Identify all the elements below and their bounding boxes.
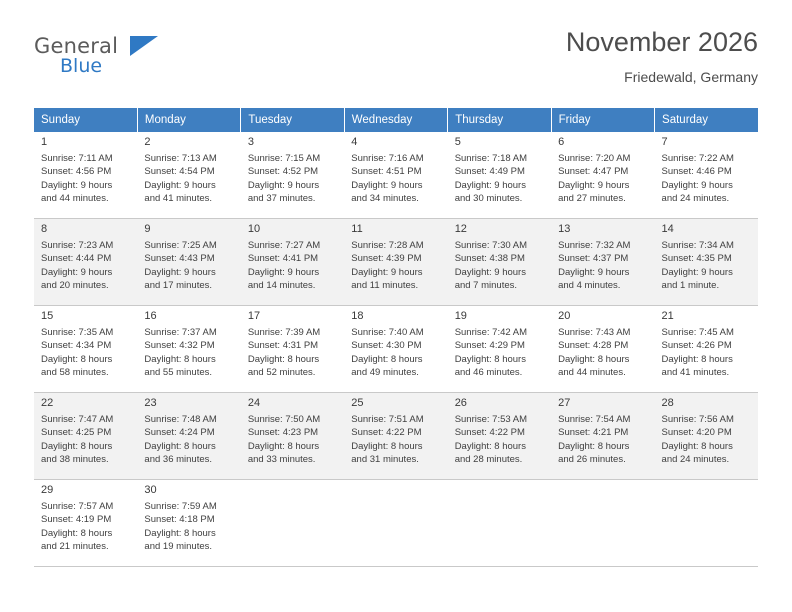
- day-detail-line: Daylight: 8 hours: [41, 527, 113, 539]
- day-detail-line: Daylight: 8 hours: [454, 440, 526, 452]
- day-detail-line: Sunset: 4:26 PM: [661, 340, 732, 352]
- day-detail-line: Daylight: 9 hours: [351, 266, 423, 278]
- day-detail-line: Daylight: 9 hours: [558, 266, 630, 278]
- calendar-week-row: [34, 393, 758, 480]
- calendar-day-cell[interactable]: [655, 132, 758, 219]
- calendar-cell-empty: [551, 480, 654, 567]
- day-detail-line: and 37 minutes.: [247, 192, 316, 204]
- day-number: 22: [41, 397, 54, 409]
- day-detail-line: Daylight: 9 hours: [144, 266, 216, 278]
- day-detail-line: Daylight: 8 hours: [144, 527, 216, 539]
- day-detail-line: and 11 minutes.: [351, 279, 419, 291]
- day-detail-line: Daylight: 8 hours: [144, 353, 216, 365]
- day-detail-line: Daylight: 9 hours: [41, 266, 113, 278]
- day-detail-line: Sunset: 4:30 PM: [351, 340, 422, 352]
- day-number: 18: [351, 310, 364, 322]
- day-number: 6: [558, 136, 565, 148]
- calendar-day-cell[interactable]: [551, 132, 654, 219]
- day-detail-line: Sunset: 4:46 PM: [661, 166, 732, 178]
- weekday-header-sunday: Sunday: [34, 108, 137, 132]
- day-detail-line: and 28 minutes.: [454, 453, 523, 465]
- title-block: [566, 28, 758, 85]
- calendar-day-cell[interactable]: [34, 306, 137, 393]
- day-number: 15: [41, 310, 54, 322]
- day-detail-line: Sunset: 4:51 PM: [351, 166, 422, 178]
- day-number: 1: [41, 136, 48, 148]
- weekday-header-friday: Friday: [551, 108, 654, 132]
- day-detail-line: Sunset: 4:25 PM: [41, 427, 112, 439]
- day-detail-line: Daylight: 9 hours: [247, 266, 320, 278]
- day-detail-line: Sunset: 4:18 PM: [144, 514, 215, 526]
- day-number: 4: [351, 136, 358, 148]
- calendar-day-cell[interactable]: [137, 393, 240, 480]
- day-detail-line: and 41 minutes.: [661, 366, 730, 378]
- brand-name-top: General: [34, 34, 119, 58]
- day-number: 17: [247, 310, 261, 322]
- day-detail-line: Daylight: 8 hours: [247, 353, 320, 365]
- day-number: 2: [144, 136, 151, 148]
- day-detail-line: Daylight: 8 hours: [661, 440, 733, 452]
- day-detail-line: Sunset: 4:52 PM: [247, 166, 319, 178]
- day-detail-line: Daylight: 8 hours: [661, 353, 733, 365]
- day-detail-line: Sunset: 4:23 PM: [247, 427, 319, 439]
- day-detail-line: Sunset: 4:28 PM: [558, 340, 629, 352]
- calendar-day-cell[interactable]: [241, 393, 344, 480]
- day-detail-line: Sunrise: 7:53 AM: [454, 414, 528, 426]
- calendar-day-cell[interactable]: [34, 132, 137, 219]
- day-number: 21: [661, 310, 674, 322]
- weekday-header-monday: Monday: [137, 108, 240, 132]
- calendar-cell-empty: [655, 480, 758, 567]
- day-detail-line: and 19 minutes.: [144, 540, 213, 552]
- day-detail-line: Sunrise: 7:22 AM: [661, 153, 734, 165]
- weekday-header-tuesday: Tuesday: [241, 108, 344, 132]
- calendar-table: [34, 108, 758, 567]
- day-detail-line: Sunset: 4:41 PM: [247, 253, 319, 265]
- day-number: 11: [351, 223, 363, 235]
- day-detail-line: and 36 minutes.: [144, 453, 213, 465]
- day-detail-line: and 24 minutes.: [661, 453, 730, 465]
- day-detail-line: Daylight: 8 hours: [351, 440, 423, 452]
- day-number: 29: [41, 484, 54, 496]
- calendar-day-cell[interactable]: [448, 219, 551, 306]
- day-detail-line: Sunset: 4:29 PM: [454, 340, 525, 352]
- day-detail-line: and 52 minutes.: [247, 366, 316, 378]
- day-detail-line: and 49 minutes.: [351, 366, 419, 378]
- day-detail-line: Sunrise: 7:56 AM: [661, 414, 734, 426]
- calendar-day-cell[interactable]: [448, 393, 551, 480]
- day-number: 16: [144, 310, 157, 322]
- calendar-day-cell[interactable]: [137, 219, 240, 306]
- day-detail-line: Sunset: 4:21 PM: [558, 427, 629, 439]
- day-detail-line: Daylight: 8 hours: [144, 440, 216, 452]
- calendar-day-cell[interactable]: [344, 219, 447, 306]
- calendar-day-cell[interactable]: [34, 480, 137, 567]
- day-detail-line: Daylight: 8 hours: [247, 440, 320, 452]
- day-number: 19: [454, 310, 467, 322]
- day-detail-line: Sunrise: 7:28 AM: [351, 240, 424, 252]
- day-detail-line: Sunrise: 7:50 AM: [247, 414, 321, 426]
- calendar-day-cell[interactable]: [34, 393, 137, 480]
- day-number: 12: [454, 223, 467, 235]
- day-number: 28: [661, 397, 674, 409]
- calendar-day-cell[interactable]: [241, 132, 344, 219]
- day-detail-line: Sunset: 4:19 PM: [41, 514, 112, 526]
- day-detail-line: and 30 minutes.: [454, 192, 523, 204]
- brand-name-bottom: Blue: [60, 55, 103, 77]
- day-detail-line: and 14 minutes.: [247, 279, 316, 291]
- day-number: 14: [661, 223, 674, 235]
- day-detail-line: Daylight: 9 hours: [661, 266, 733, 278]
- calendar-week-row: [34, 219, 758, 306]
- calendar-day-cell[interactable]: [241, 219, 344, 306]
- day-detail-line: Daylight: 9 hours: [144, 179, 216, 191]
- brand-logo: [34, 28, 194, 77]
- day-detail-line: and 31 minutes.: [351, 453, 419, 465]
- day-number: 25: [351, 397, 364, 409]
- day-detail-line: Sunset: 4:54 PM: [144, 166, 215, 178]
- day-number: 27: [558, 397, 571, 409]
- day-number: 26: [454, 397, 467, 409]
- day-number: 24: [247, 397, 261, 409]
- day-detail-line: Sunset: 4:34 PM: [41, 340, 112, 352]
- calendar-day-cell[interactable]: [241, 306, 344, 393]
- day-number: 13: [558, 223, 571, 235]
- calendar-day-cell[interactable]: [655, 306, 758, 393]
- calendar-day-cell[interactable]: [551, 393, 654, 480]
- calendar-day-cell[interactable]: [137, 480, 240, 567]
- day-detail-line: Sunset: 4:47 PM: [558, 166, 629, 178]
- day-detail-line: Sunrise: 7:42 AM: [454, 327, 528, 339]
- day-detail-line: Sunrise: 7:25 AM: [144, 240, 217, 252]
- day-detail-line: Daylight: 8 hours: [41, 440, 113, 452]
- day-detail-line: Sunrise: 7:43 AM: [558, 327, 631, 339]
- day-detail-line: Sunrise: 7:34 AM: [661, 240, 734, 252]
- day-detail-line: and 21 minutes.: [41, 540, 109, 552]
- day-detail-line: Sunrise: 7:39 AM: [247, 327, 321, 339]
- day-detail-line: Daylight: 9 hours: [661, 179, 733, 191]
- day-detail-line: Sunrise: 7:32 AM: [558, 240, 631, 252]
- day-detail-line: and 58 minutes.: [41, 366, 109, 378]
- day-detail-line: Daylight: 9 hours: [351, 179, 423, 191]
- day-detail-line: and 17 minutes.: [144, 279, 213, 291]
- day-detail-line: Sunset: 4:32 PM: [144, 340, 215, 352]
- calendar-day-cell[interactable]: [344, 132, 447, 219]
- day-detail-line: Sunrise: 7:18 AM: [454, 153, 528, 165]
- day-detail-line: Sunset: 4:20 PM: [661, 427, 732, 439]
- day-number: 3: [247, 136, 254, 148]
- day-detail-line: Sunrise: 7:47 AM: [41, 414, 114, 426]
- day-detail-line: Sunrise: 7:11 AM: [41, 153, 113, 165]
- calendar-day-cell[interactable]: [34, 219, 137, 306]
- day-detail-line: and 1 minute.: [661, 279, 720, 291]
- day-detail-line: and 34 minutes.: [351, 192, 419, 204]
- day-detail-line: Sunrise: 7:15 AM: [247, 153, 321, 165]
- day-number: 30: [144, 484, 157, 496]
- day-detail-line: and 20 minutes.: [41, 279, 109, 291]
- day-detail-line: Daylight: 8 hours: [351, 353, 423, 365]
- day-detail-line: Daylight: 9 hours: [454, 266, 526, 278]
- calendar-week-row: [34, 480, 758, 567]
- calendar-day-cell[interactable]: [137, 306, 240, 393]
- day-detail-line: and 44 minutes.: [558, 366, 626, 378]
- page-header: [34, 28, 758, 100]
- weekday-header-row: [34, 108, 758, 132]
- day-detail-line: Daylight: 8 hours: [558, 353, 630, 365]
- day-detail-line: Sunset: 4:37 PM: [558, 253, 629, 265]
- day-detail-line: and 26 minutes.: [558, 453, 626, 465]
- day-detail-line: Sunrise: 7:40 AM: [351, 327, 424, 339]
- day-detail-line: and 46 minutes.: [454, 366, 523, 378]
- calendar-cell-empty: [344, 480, 447, 567]
- day-number: 8: [41, 223, 48, 235]
- day-detail-line: Daylight: 8 hours: [41, 353, 113, 365]
- calendar-day-cell[interactable]: [344, 306, 447, 393]
- calendar-day-cell[interactable]: [655, 219, 758, 306]
- day-number: 10: [247, 223, 261, 235]
- day-detail-line: and 55 minutes.: [144, 366, 213, 378]
- day-detail-line: Sunrise: 7:16 AM: [351, 153, 424, 165]
- calendar-day-cell[interactable]: [551, 306, 654, 393]
- day-detail-line: and 24 minutes.: [661, 192, 730, 204]
- day-detail-line: Sunrise: 7:27 AM: [247, 240, 321, 252]
- day-detail-line: and 33 minutes.: [247, 453, 316, 465]
- day-detail-line: and 41 minutes.: [144, 192, 213, 204]
- day-detail-line: Daylight: 9 hours: [558, 179, 630, 191]
- calendar-day-cell[interactable]: [448, 132, 551, 219]
- weekday-header-thursday: Thursday: [448, 108, 551, 132]
- day-number: 5: [454, 136, 461, 148]
- day-detail-line: Sunset: 4:31 PM: [247, 340, 319, 352]
- day-detail-line: Daylight: 9 hours: [41, 179, 113, 191]
- flag-icon: [130, 36, 158, 56]
- day-detail-line: Sunrise: 7:30 AM: [454, 240, 528, 252]
- location-label: Friedewald, Germany: [624, 68, 758, 85]
- day-detail-line: Sunrise: 7:37 AM: [144, 327, 217, 339]
- calendar-day-cell[interactable]: [137, 132, 240, 219]
- day-detail-line: Sunrise: 7:51 AM: [351, 414, 424, 426]
- day-detail-line: Sunrise: 7:48 AM: [144, 414, 217, 426]
- day-detail-line: Sunrise: 7:57 AM: [41, 501, 114, 513]
- weekday-header-saturday: Saturday: [655, 108, 758, 132]
- day-number: 20: [558, 310, 571, 322]
- calendar-day-cell[interactable]: [344, 393, 447, 480]
- day-detail-line: Sunrise: 7:35 AM: [41, 327, 114, 339]
- day-detail-line: Sunrise: 7:20 AM: [558, 153, 631, 165]
- day-number: 7: [661, 136, 668, 148]
- day-number: 9: [144, 223, 151, 235]
- day-detail-line: and 38 minutes.: [41, 453, 109, 465]
- page-title: November 2026: [565, 27, 758, 57]
- day-detail-line: Daylight: 9 hours: [247, 179, 320, 191]
- day-detail-line: Sunset: 4:35 PM: [661, 253, 732, 265]
- day-detail-line: and 4 minutes.: [558, 279, 621, 291]
- day-detail-line: and 7 minutes.: [454, 279, 518, 291]
- day-detail-line: Sunset: 4:56 PM: [41, 166, 112, 178]
- calendar-day-cell[interactable]: [448, 306, 551, 393]
- calendar-cell-empty: [448, 480, 551, 567]
- day-detail-line: Sunrise: 7:45 AM: [661, 327, 734, 339]
- day-detail-line: and 27 minutes.: [558, 192, 626, 204]
- day-detail-line: Sunset: 4:22 PM: [454, 427, 525, 439]
- day-detail-line: Sunset: 4:24 PM: [144, 427, 215, 439]
- day-number: 23: [144, 397, 157, 409]
- calendar-body: [34, 132, 758, 567]
- day-detail-line: Sunset: 4:49 PM: [454, 166, 525, 178]
- calendar-day-cell[interactable]: [551, 219, 654, 306]
- day-detail-line: Daylight: 9 hours: [454, 179, 526, 191]
- calendar-week-row: [34, 306, 758, 393]
- calendar-week-row: [34, 132, 758, 219]
- day-detail-line: Sunset: 4:38 PM: [454, 253, 525, 265]
- day-detail-line: Sunset: 4:44 PM: [41, 253, 112, 265]
- weekday-header-wednesday: Wednesday: [344, 108, 447, 132]
- calendar-day-cell[interactable]: [655, 393, 758, 480]
- day-detail-line: Sunset: 4:22 PM: [351, 427, 422, 439]
- day-detail-line: Sunset: 4:39 PM: [351, 253, 422, 265]
- day-detail-line: Sunrise: 7:59 AM: [144, 501, 217, 513]
- day-detail-line: Sunrise: 7:23 AM: [41, 240, 114, 252]
- day-detail-line: Daylight: 8 hours: [454, 353, 526, 365]
- day-detail-line: Sunrise: 7:54 AM: [558, 414, 631, 426]
- day-detail-line: Sunrise: 7:13 AM: [144, 153, 217, 165]
- calendar-cell-empty: [241, 480, 344, 567]
- day-detail-line: and 44 minutes.: [41, 192, 109, 204]
- day-detail-line: Daylight: 8 hours: [558, 440, 630, 452]
- day-detail-line: Sunset: 4:43 PM: [144, 253, 215, 265]
